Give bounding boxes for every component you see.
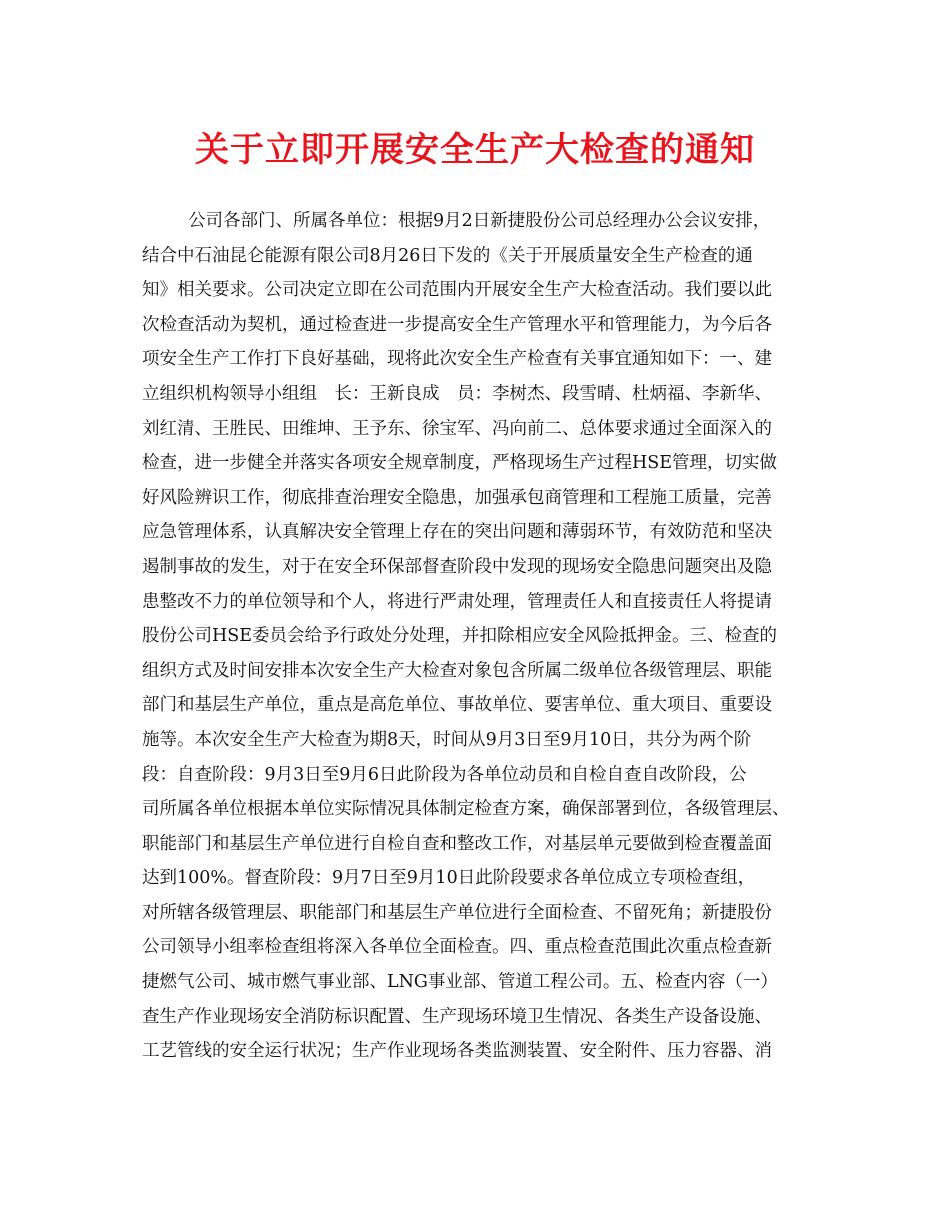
document-title: 关于立即开展安全生产大检查的通知	[195, 130, 755, 170]
body-line: 对所辖各级管理层、职能部门和基层生产单位进行全面检查、不留死角；新捷股份	[142, 902, 772, 923]
body-line: 组织方式及时间安排本次安全生产大检查对象包含所属二级单位各级管理层、职能	[142, 660, 772, 681]
body-line: 公司领导小组率检查组将深入各单位全面检查。四、重点检查范围此次重点检查新	[142, 937, 772, 958]
body-line: 司所属各单位根据本单位实际情况具体制定检查方案，确保部署到位，各级管理层、	[142, 799, 790, 820]
body-line: 知》相关要求。公司决定立即在公司范围内开展安全生产大检查活动。我们要以此	[142, 280, 772, 301]
body-line: 刘红清、王胜民、田维坤、王予东、徐宝军、冯向前二、总体要求通过全面深入的	[142, 418, 772, 439]
body-line: 工艺管线的安全运行状况；生产作业现场各类监测装置、安全附件、压力容器、消	[142, 1041, 772, 1062]
body-line: 公司各部门、所属各单位：根据9月2日新捷股份公司总经理办公会议安排，	[188, 211, 771, 231]
body-line: 施等。本次安全生产大检查为期8天，时间从9月3日至9月10日，共分为两个阶	[142, 729, 752, 750]
document-body	[0, 204, 950, 1069]
body-line: 部门和基层生产单位，重点是高危单位、事故单位、要害单位、重大项目、重要设	[142, 695, 772, 716]
body-line: 查生产作业现场安全消防标识配置、生产现场环境卫生情况、各类生产设备设施、	[142, 1006, 772, 1027]
body-line: 段：自查阶段：9月3日至9月6日此阶段为各单位动员和自检自查自改阶段，公	[142, 764, 747, 785]
body-line: 患整改不力的单位领导和个人，将进行严肃处理，管理责任人和直接责任人将提请	[142, 591, 772, 612]
body-line: 捷燃气公司、城市燃气事业部、LNG事业部、管道工程公司。五、检查内容（一）	[142, 972, 778, 993]
body-line: 职能部门和基层生产单位进行自检自查和整改工作，对基层单元要做到检查覆盖面	[142, 833, 772, 854]
body-line: 达到100%。督查阶段：9月7日至9月10日此阶段要求各单位成立专项检查组，	[142, 868, 756, 889]
body-line: 立组织机构领导小组组 长：王新良成 员：李树杰、段雪晴、杜炳福、李新华、	[142, 383, 772, 404]
body-line: 股份公司HSE委员会给予行政处分处理，并扣除相应安全风险抵押金。三、检查的	[142, 626, 778, 647]
body-line: 遏制事故的发生，对于在安全环保部督查阶段中发现的现场安全隐患问题突出及隐	[142, 556, 772, 577]
body-line: 好风险辨识工作，彻底排查治理安全隐患，加强承包商管理和工程施工质量，完善	[142, 487, 772, 508]
body-line: 次检查活动为契机，通过检查进一步提高安全生产管理水平和管理能力，为今后各	[142, 314, 772, 335]
body-line: 结合中石油昆仑能源有限公司8月26日下发的《关于开展质量安全生产检查的通	[142, 245, 753, 266]
body-line: 项安全生产工作打下良好基础，现将此次安全生产检查有关事宜通知如下：一、建	[142, 349, 772, 370]
body-line: 检查，进一步健全并落实各项安全规章制度，严格现场生产过程HSE管理，切实做	[142, 453, 778, 474]
body-line: 应急管理体系，认真解决安全管理上存在的突出问题和薄弱环节，有效防范和坚决	[142, 522, 772, 543]
